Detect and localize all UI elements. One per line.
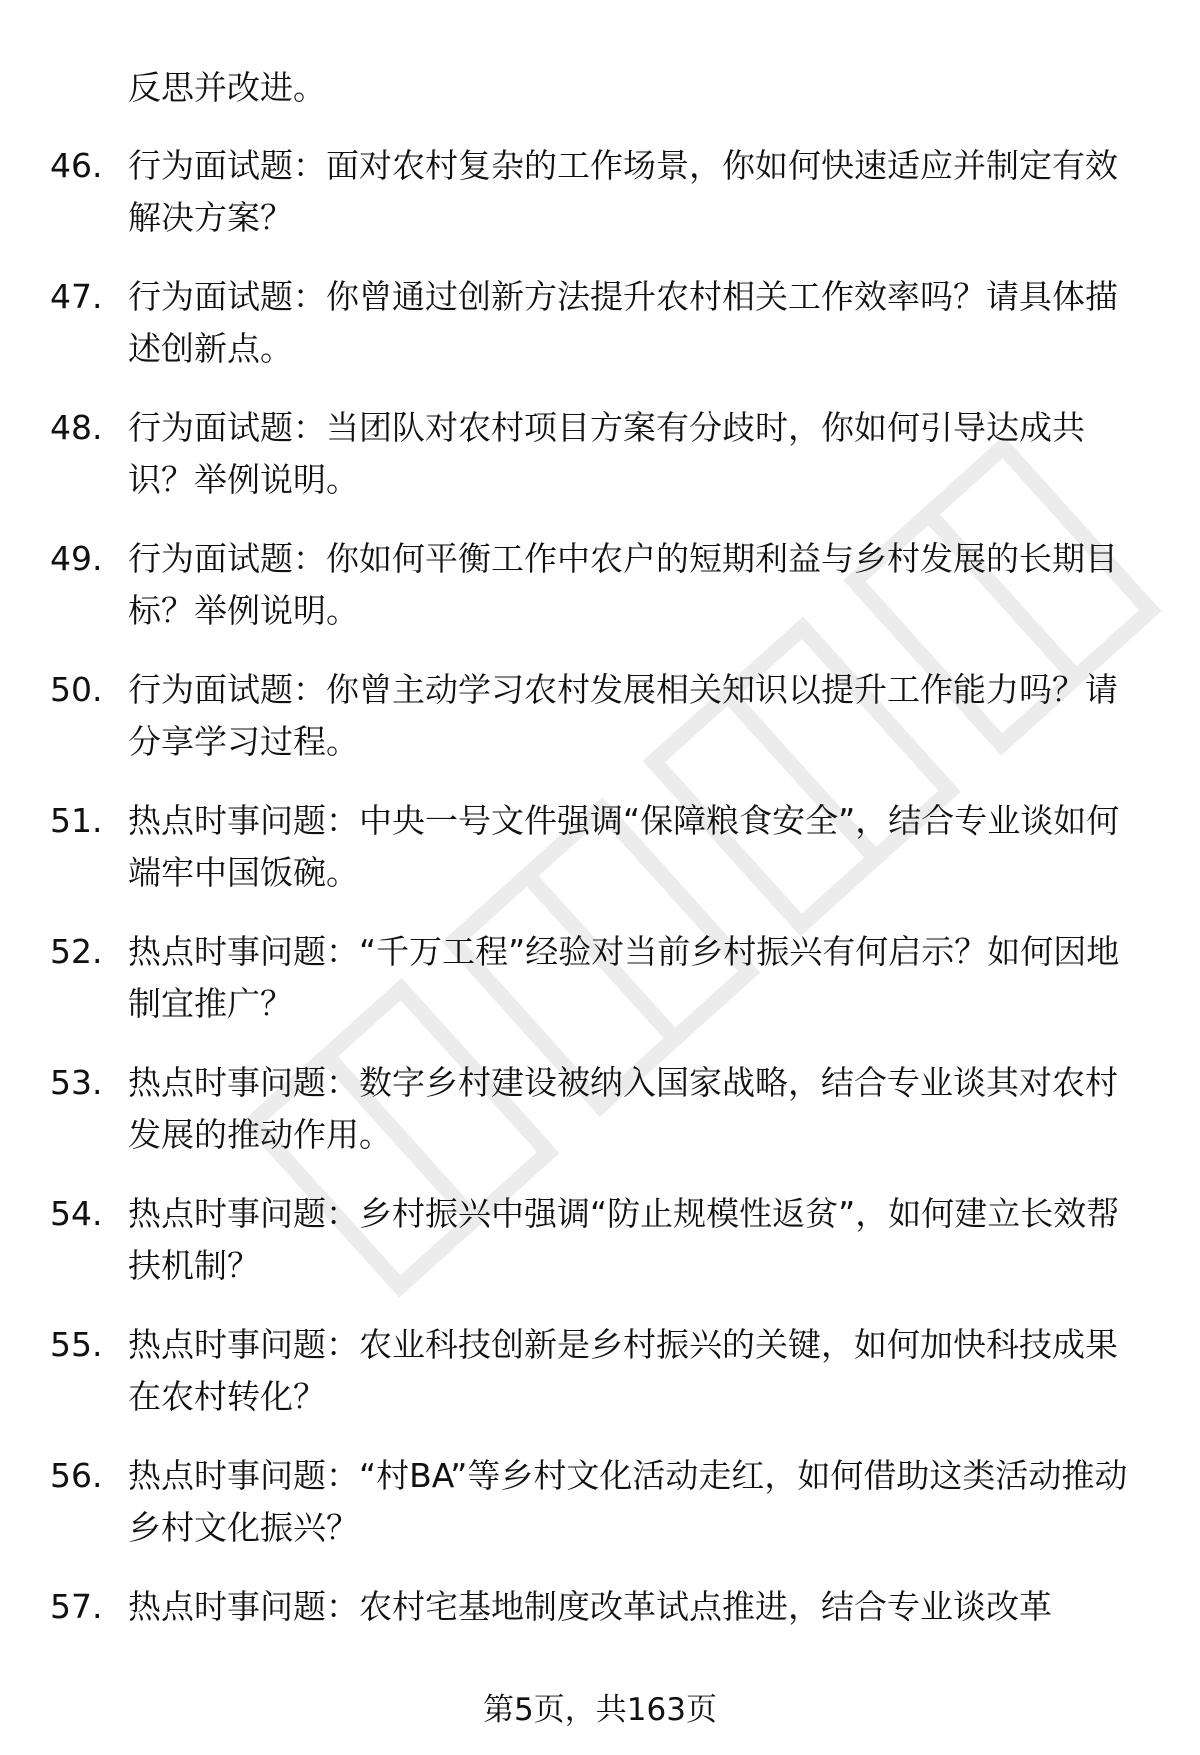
question-number: 56. bbox=[50, 1456, 103, 1495]
question-text: 热点时事问题：“村BA”等乡村文化活动走红，如何借助这类活动推动乡村文化振兴？ bbox=[128, 1456, 1128, 1547]
question-text: 热点时事问题：数字乡村建设被纳入国家战略，结合专业谈其对农村发展的推动作用。 bbox=[128, 1063, 1118, 1154]
list-item bbox=[0, 1188, 1200, 1319]
list-item bbox=[0, 795, 1200, 926]
question-number: 50. bbox=[50, 670, 103, 709]
question-text: 热点时事问题：乡村振兴中强调“防止规模性返贫”，如何建立长效帮扶机制？ bbox=[128, 1194, 1120, 1285]
list-item bbox=[0, 1450, 1200, 1581]
question-text: 行为面试题：面对农村复杂的工作场景，你如何快速适应并制定有效解决方案？ bbox=[128, 146, 1118, 237]
list-item bbox=[0, 1057, 1200, 1188]
list-item bbox=[0, 271, 1200, 402]
list-item bbox=[0, 664, 1200, 795]
question-number: 55. bbox=[50, 1325, 103, 1364]
question-text: 行为面试题：你曾主动学习农村发展相关知识以提升工作能力吗？请分享学习过程。 bbox=[128, 670, 1118, 761]
question-text: 热点时事问题：农村宅基地制度改革试点推进，结合专业谈改革 bbox=[128, 1587, 1052, 1626]
question-text: 行为面试题：你曾通过创新方法提升农村相关工作效率吗？请具体描述创新点。 bbox=[128, 277, 1118, 368]
question-number: 52. bbox=[50, 932, 103, 971]
question-number: 54. bbox=[50, 1194, 103, 1233]
question-text: 热点时事问题：农业科技创新是乡村振兴的关键，如何加快科技成果在农村转化？ bbox=[128, 1325, 1118, 1416]
question-text: 行为面试题：你如何平衡工作中农户的短期利益与乡村发展的长期目标？举例说明。 bbox=[128, 539, 1118, 630]
question-number: 46. bbox=[50, 146, 103, 185]
question-number: 49. bbox=[50, 539, 103, 578]
list-item bbox=[0, 1319, 1200, 1450]
question-text: 热点时事问题：中央一号文件强调“保障粮食安全”，结合专业谈如何端牢中国饭碗。 bbox=[128, 801, 1120, 892]
question-number: 47. bbox=[50, 277, 103, 316]
leading-text: 反思并改进。 bbox=[128, 68, 326, 107]
question-number: 51. bbox=[50, 801, 103, 840]
page-footer: 第5页，共163页 bbox=[483, 1692, 717, 1728]
list-item bbox=[0, 533, 1200, 664]
question-number: 53. bbox=[50, 1063, 103, 1102]
question-list bbox=[0, 140, 1200, 1712]
question-number: 48. bbox=[50, 408, 103, 447]
question-number: 57. bbox=[50, 1587, 103, 1626]
question-text: 热点时事问题：“千万工程”经验对当前乡村振兴有何启示？如何因地制宜推广？ bbox=[128, 932, 1120, 1023]
question-text: 行为面试题：当团队对农村项目方案有分歧时，你如何引导达成共识？举例说明。 bbox=[128, 408, 1085, 499]
list-item bbox=[0, 140, 1200, 271]
list-item bbox=[0, 926, 1200, 1057]
list-item bbox=[0, 402, 1200, 533]
